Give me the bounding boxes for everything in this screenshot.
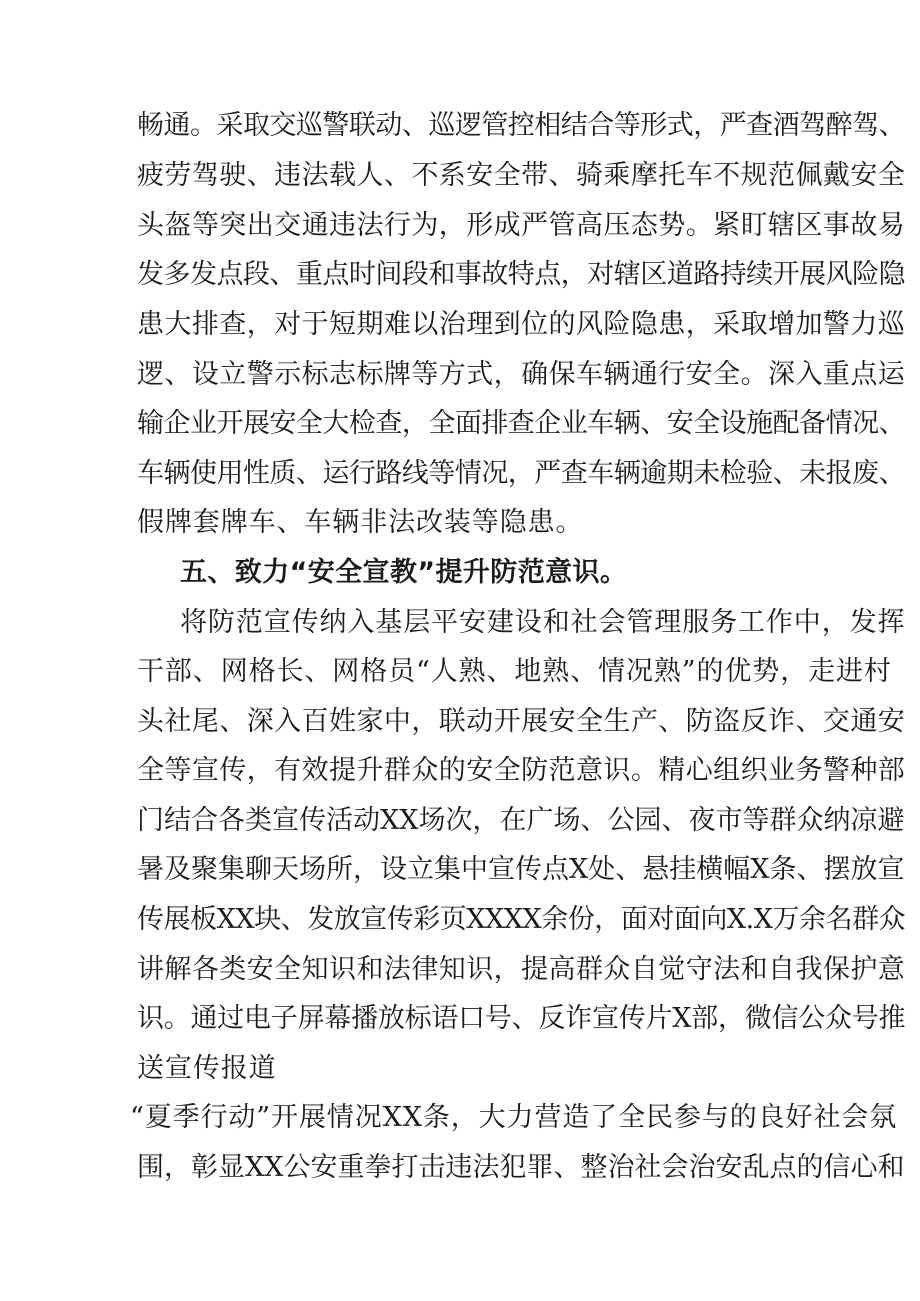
section-heading-5: 五、致力“安全宣教”提升防范意识。 <box>180 557 628 588</box>
paragraph-2-line-4: 全等宣传，有效提升群众的安全防范意识。精心组织业务警种部 <box>137 755 906 786</box>
paragraph-1-line-6: 逻、设立警示标志标牌等方式，确保车辆通行安全。深入重点运 <box>137 359 906 390</box>
paragraph-1-line-3: 头盔等突出交通违法行为，形成严管高压态势。紧盯辖区事故易 <box>137 210 906 241</box>
paragraph-1-line-8: 车辆使用性质、运行路线等情况，严查车辆逾期未检验、未报废、 <box>137 458 906 489</box>
paragraph-1-line-7: 输企业开展安全大检查，全面排查企业车辆、安全设施配备情况、 <box>137 408 906 439</box>
paragraph-1-line-9: 假牌套牌车、车辆非法改装等隐患。 <box>137 507 584 538</box>
paragraph-2-line-1: 将防范宣传纳入基层平安建设和社会管理服务工作中，发挥 <box>180 607 906 638</box>
paragraph-1-line-2: 疲劳驾驶、违法载人、不系安全带、骑乘摩托车不规范佩戴安全 <box>137 160 906 191</box>
paragraph-1-line-4: 发多发点段、重点时间段和事故特点，对辖区道路持续开展风险隐 <box>137 259 906 290</box>
paragraph-2-line-3: 头社尾、深入百姓家中，联动开展安全生产、防盗反诈、交通安 <box>137 706 906 737</box>
paragraph-2-line-7: 传展板XX块、发放宣传彩页XXXX余份，面对面向X.X万余名群众 <box>137 904 906 935</box>
paragraph-1-line-5: 患大排查，对于短期难以治理到位的风险隐患，采取增加警力巡 <box>137 309 906 340</box>
paragraph-3-line-1: “夏季行动”开展情况XX条，大力营造了全民参与的良好社会氛 <box>130 1102 898 1133</box>
paragraph-2-line-10: 送宣传报道 <box>137 1053 277 1084</box>
paragraph-2-line-5: 门结合各类宣传活动XX场次，在广场、公园、夜市等群众纳凉避 <box>137 805 905 836</box>
paragraph-2-line-2: 干部、网格长、网格员“人熟、地熟、情况熟”的优势，走进村 <box>137 656 892 687</box>
paragraph-2-line-6: 暑及聚集聊天场所，设立集中宣传点X处、悬挂横幅X条、摆放宣 <box>137 854 905 885</box>
paragraph-2-line-9: 识。通过电子屏幕播放标语口号、反诈宣传片X部，微信公众号推 <box>137 1003 906 1034</box>
paragraph-1-line-1: 畅通。采取交巡警联动、巡逻管控相结合等形式，严查酒驾醉驾、 <box>137 110 906 141</box>
paragraph-3-line-2: 围，彰显XX公安重拳打击违法犯罪、整治社会治安乱点的信心和 <box>137 1152 905 1183</box>
paragraph-2-line-8: 讲解各类安全知识和法律知识，提高群众自觉守法和自我保护意 <box>137 954 906 985</box>
